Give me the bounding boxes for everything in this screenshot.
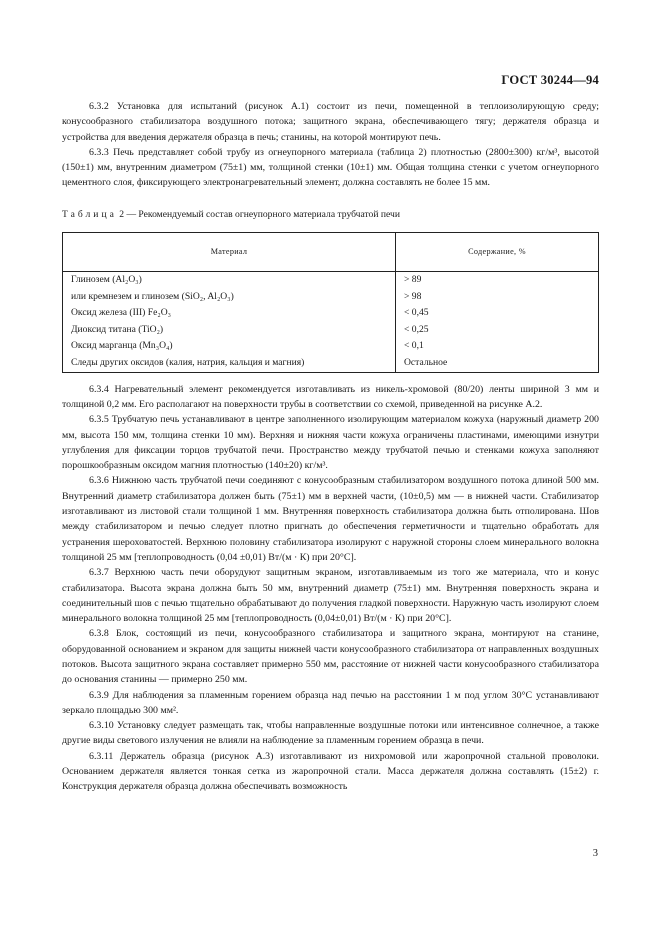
cell-content: > 89 [396, 272, 599, 289]
composition-table [62, 232, 599, 373]
table-caption-lead: Таблица [62, 208, 117, 220]
paragraph-6-3-2: 6.3.2 Установка для испытаний (рисунок А.1) состоит из печи, помещенной в теплоизолирующую среду; конусообразного стабилизатора воздушного потока; защитного экрана, обеспечивающего тягу; держателя образца и устройства для введения держателя образца в печь; станины, на которой монтируют печь. [62, 101, 599, 143]
header-content: Содержание, % [396, 233, 599, 272]
table-row [63, 338, 599, 355]
header-material: Материал [63, 233, 396, 272]
document-body [62, 99, 599, 795]
paragraph-6-3-6: 6.3.6 Нижнюю часть трубчатой печи соединяют с конусообразным стабилизатором воздушного потока длиной 500 мм. Внутренний диаметр стабилизатора должен быть (75±1) мм в верхней части, (10±0,5) мм — в нижней части. Стабилизатор изготавливают из листовой стали толщиной 1 мм. Внутренняя поверхность стабилизатора должна быть отполирована. Шов между стабилизатором и печью следует плотно пригнать до обеспечения герметичности и тщательно обработать для устранения шероховатостей. Верхнюю половину стабилизатора изолируют с наружной стороны слоем минерального волокна толщиной 25 мм [теплопроводность (0,04 ±0,01) Вт/(м · К) при 20°С]. [62, 475, 599, 563]
cell-content: < 0,1 [396, 338, 599, 355]
paragraph-6-3-9: 6.3.9 Для наблюдения за пламенным горением образца над печью на расстоянии 1 м под углом 30°С устанавливают зеркало площадью 300 мм². [62, 689, 599, 716]
paragraph-6-3-3: 6.3.3 Печь представляет собой трубу из огнеупорного материала (таблица 2) плотностью (2800±300) кг/м³, высотой (150±1) мм, внутренним диаметром (75±1) мм, толщиной стенки (10±1) мм. Общая толщина стенки с учетом огнеупорного цементного слоя, фиксирующего электронагревательный элемент, должна составлять не более 15 мм. [62, 146, 599, 189]
cell-material: Оксид железа (III) Fe₂O₃ [63, 305, 396, 322]
table-row [63, 355, 599, 372]
paragraph-6-3-4: 6.3.4 Нагревательный элемент рекомендуется изготавливать из никель-хромовой (80/20) ленты шириной 3 мм и толщиной 0,2 мм. Его располагают на поверхности трубы в соответствии со схемой, приведенной на рисунке А.2. [62, 383, 599, 410]
paragraph-6-3-10: 6.3.10 Установку следует размещать так, чтобы направленные воздушные потоки или интенсивное солнечное, а также другие виды светового излучения не влияли на наблюдение за пламенным горением образца в печи. [62, 720, 599, 747]
standard-code: ГОСТ 30244—94 [501, 73, 599, 87]
cell-material: Глинозем (Al₂O₃) [63, 272, 396, 289]
page-number: 3 [592, 848, 598, 859]
paragraph-6-3-11: 6.3.11 Держатель образца (рисунок А.3) изготавливают из нихромовой или жаропрочной стальной проволоки. Основанием держателя является тонкая сетка из жаропрочной стали. Масса держателя должна составлять (15±2) г. Конструкция держателя образца должна обеспечивать возможность [62, 750, 599, 793]
cell-content: > 98 [396, 289, 599, 306]
cell-material: Следы других оксидов (калия, натрия, кальция и магния) [63, 355, 396, 372]
cell-material: Оксид марганца (Mn₃O₄) [63, 338, 396, 355]
paragraph-6-3-7: 6.3.7 Верхнюю часть печи оборудуют защитным экраном, изготавливаемым из того же материала, что и конус стабилизатора. Высота экрана должна быть 50 мм, внутренний диаметр (75±1) мм. Внутренняя поверхность экрана и соединительный шов с печью тщательно обрабатывают до получения гладкой поверхности. Наружную часть изолируют слоем минерального волокна толщиной 25 мм [теплопроводность (0,04±0,01) Вт/(м · К) при 20°С]. [62, 567, 599, 625]
table-row [63, 289, 599, 306]
cell-content: < 0,25 [396, 322, 599, 339]
cell-content: < 0,45 [396, 305, 599, 322]
table-caption [62, 207, 599, 222]
table-row [63, 322, 599, 339]
cell-material: Диоксид титана (TiO₂) [63, 322, 396, 339]
table-row [63, 305, 599, 322]
table-header-row [63, 233, 599, 272]
cell-content: Остальное [396, 355, 599, 372]
cell-material: или кремнезем и глинозем (SiO₂, Al₂O₃) [63, 289, 396, 306]
paragraph-6-3-8: 6.3.8 Блок, состоящий из печи, конусообразного стабилизатора и защитного экрана, монтируют на станине, оборудованной основанием и экраном для защиты нижней части конусообразного стабилизатора от направленных воздушных потоков. Высота защитного экрана составляет примерно 550 мм, расстояние от нижней части конусообразного стабилизатора до основания станины — примерно 250 мм. [62, 628, 599, 686]
table-row [63, 272, 599, 289]
paragraph-6-3-5: 6.3.5 Трубчатую печь устанавливают в центре заполненного изолирующим материалом кожуха (наружный диаметр 200 мм, высота 150 мм, толщина стенки 10 мм). Верхняя и нижняя части кожуха ограничены пластинами, имеющими изнутри углубления для фиксации торцов трубчатой печи. Пространство между трубчатой печью и стенками кожуха заполняют порошкообразным оксидом магния плотностью (140±20) кг/м³. [62, 414, 599, 472]
table-caption-text: 2 — Рекомендуемый состав огнеупорного материала трубчатой печи [116, 208, 400, 220]
